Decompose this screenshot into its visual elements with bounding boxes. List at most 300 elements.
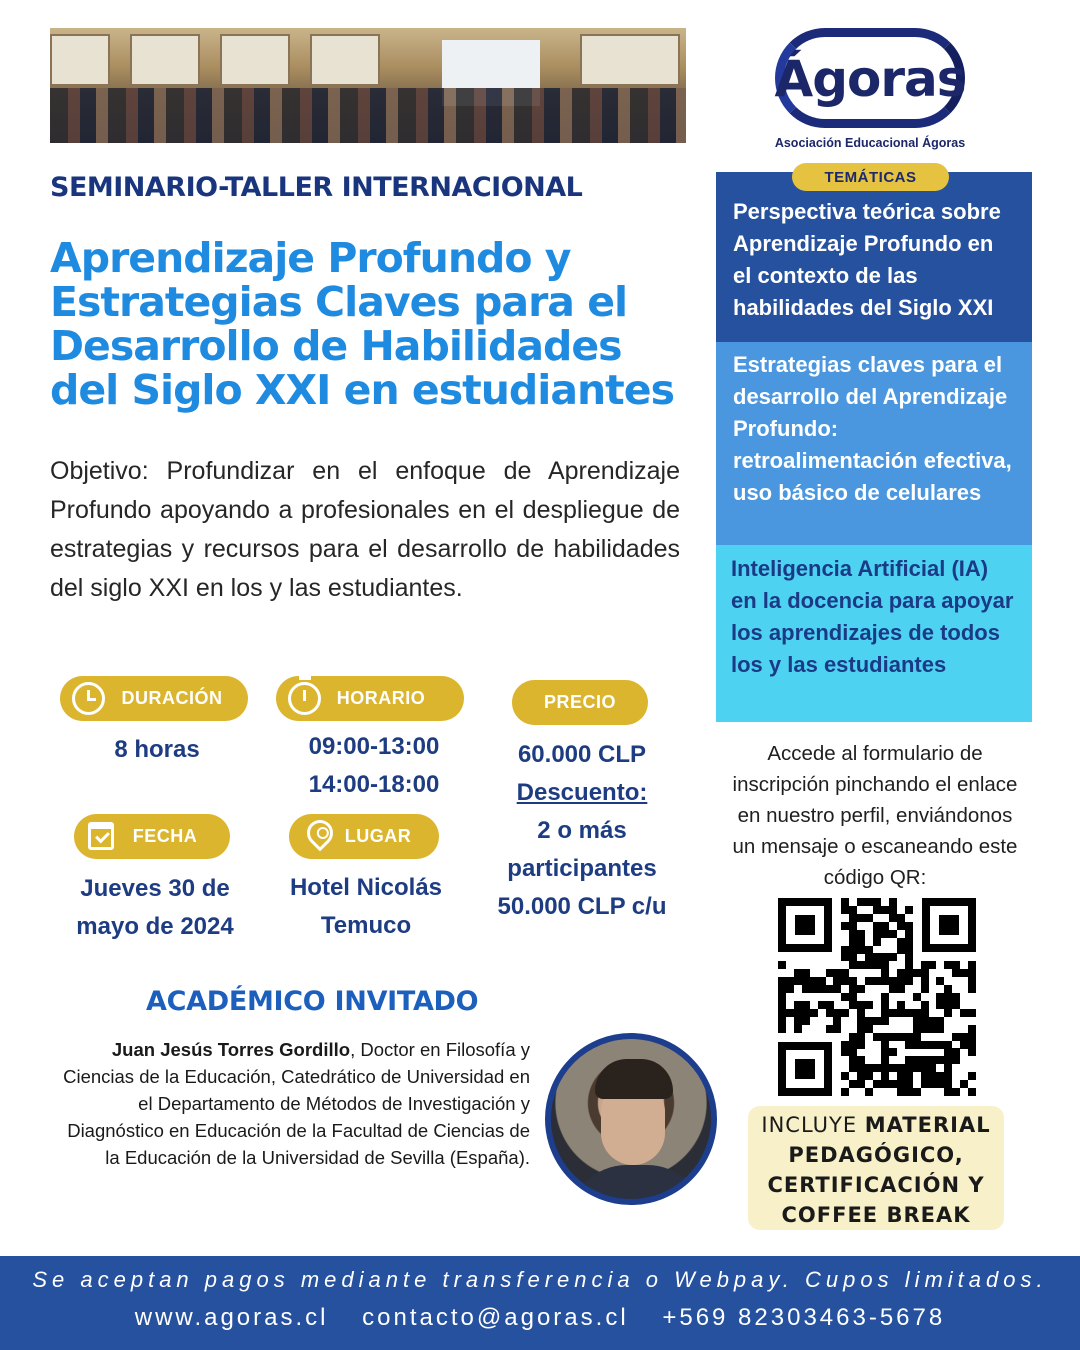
qr-module [794, 1025, 802, 1033]
qr-module [857, 1033, 865, 1041]
qr-module [936, 1001, 944, 1009]
guest-bio [50, 1036, 530, 1171]
qr-module [865, 1017, 873, 1025]
qr-module [881, 1033, 889, 1041]
qr-module [944, 1001, 952, 1009]
qr-module [849, 1041, 857, 1049]
venue-value [266, 869, 466, 945]
qr-module [928, 1056, 936, 1064]
qr-module [944, 1064, 952, 1072]
qr-module [889, 985, 897, 993]
qr-module [897, 938, 905, 946]
qr-module [833, 977, 841, 985]
qr-module [905, 977, 913, 985]
qr-module [818, 985, 826, 993]
qr-module [905, 1009, 913, 1017]
schedule-morning: 09:00-13:00 [308, 733, 440, 760]
qr-module [826, 1025, 834, 1033]
qr-module [960, 1041, 968, 1049]
qr-module [889, 914, 897, 922]
topic-item: Estrategias claves para el desarrollo del Aprendizaje Profundo: retroalimentación efectiva, uso básico de celulares [716, 342, 1032, 545]
qr-module [794, 1017, 802, 1025]
qr-module [952, 1033, 960, 1041]
qr-module [968, 1025, 976, 1033]
qr-module [810, 977, 818, 985]
location-pin-icon [302, 815, 339, 852]
event-title [50, 236, 700, 412]
qr-module [873, 906, 881, 914]
qr-module [905, 1064, 913, 1072]
payment-note: Se aceptan pagos mediante transferencia o Webpay. Cupos limitados. [32, 1267, 1048, 1292]
qr-module [841, 1088, 849, 1096]
qr-module [881, 1048, 889, 1056]
price-discounted: 50.000 CLP c/u [497, 893, 667, 920]
qr-module [786, 985, 794, 993]
qr-module [849, 1033, 857, 1041]
qr-module [889, 906, 897, 914]
qr-module [833, 1017, 841, 1025]
schedule-pill [276, 676, 464, 721]
qr-module [936, 993, 944, 1001]
duration-label: DURACIÓN [121, 688, 223, 708]
agoras-logo [765, 20, 975, 160]
qr-module [873, 1080, 881, 1088]
qr-module [841, 993, 849, 1001]
qr-module [921, 969, 929, 977]
qr-module [826, 1009, 834, 1017]
qr-module [913, 1088, 921, 1096]
duration-value: 8 horas [114, 736, 200, 763]
qr-module [952, 1048, 960, 1056]
qr-module [841, 906, 849, 914]
qr-module [881, 1072, 889, 1080]
schedule-label: HORARIO [336, 688, 426, 708]
qr-module [968, 1033, 976, 1041]
qr-module [921, 1064, 929, 1072]
qr-module [921, 1017, 929, 1025]
qr-module [857, 1041, 865, 1049]
qr-module [944, 1080, 952, 1088]
qr-module [794, 969, 802, 977]
qr-module [873, 930, 881, 938]
qr-module [857, 1064, 865, 1072]
qr-module [905, 1080, 913, 1088]
date-pill [74, 814, 230, 859]
qr-module [944, 985, 952, 993]
qr-module [881, 953, 889, 961]
date-line: Jueves 30 de [80, 875, 230, 902]
includes-items: MATERIAL PEDAGÓGICO, CERTIFICACIÓN Y COFFEE BREAK [767, 1113, 991, 1227]
seminar-photo [50, 28, 686, 143]
qr-module [905, 969, 913, 977]
qr-module [849, 993, 857, 1001]
qr-module [857, 1025, 865, 1033]
qr-module [897, 1001, 905, 1009]
qr-module [944, 1041, 952, 1049]
venue-label: LUGAR [344, 826, 412, 846]
includes-box [748, 1106, 1004, 1230]
title-line: Aprendizaje Profundo y [50, 234, 571, 282]
qr-module [968, 985, 976, 993]
qr-module [905, 922, 913, 930]
qr-module [881, 969, 889, 977]
qr-module [857, 1017, 865, 1025]
qr-module [802, 1017, 810, 1025]
footer-bar [0, 1256, 1080, 1350]
title-line: Desarrollo de Habilidades [50, 322, 622, 370]
objective-text: Objetivo: Profundizar en el enfoque de Aprendizaje Profundo apoyando a profesionales en el despliegue de estrategias y recursos para el desarrollo de habilidades del siglo XXI en los y las estudiantes. [50, 457, 680, 602]
qr-module [849, 922, 857, 930]
qr-module [905, 1033, 913, 1041]
qr-module [936, 1025, 944, 1033]
qr-module [865, 961, 873, 969]
qr-module [857, 1072, 865, 1080]
contact-line [0, 1304, 1080, 1332]
qr-module [968, 969, 976, 977]
qr-module [897, 922, 905, 930]
schedule-afternoon: 14:00-18:00 [308, 771, 440, 798]
qr-module [968, 1072, 976, 1080]
price-label: PRECIO [543, 692, 616, 712]
qr-module [857, 914, 865, 922]
qr-module [881, 1009, 889, 1017]
qr-module [897, 1088, 905, 1096]
qr-module [889, 898, 897, 906]
qr-module [802, 985, 810, 993]
qr-module [857, 961, 865, 969]
qr-module [778, 1017, 786, 1025]
qr-module [841, 1041, 849, 1049]
qr-module [928, 1017, 936, 1025]
guest-name: Juan Jesús Torres Gordillo [111, 1039, 351, 1060]
duration-pill [60, 676, 248, 721]
qr-module [873, 1033, 881, 1041]
qr-module [802, 969, 810, 977]
qr-module [913, 1056, 921, 1064]
qr-module [849, 985, 857, 993]
qr-module [857, 1001, 865, 1009]
qr-module [841, 1009, 849, 1017]
qr-module [841, 922, 849, 930]
qr-module [897, 977, 905, 985]
qr-module [897, 985, 905, 993]
qr-module [810, 985, 818, 993]
qr-module [818, 1001, 826, 1009]
qr-module [849, 906, 857, 914]
qr-module [897, 1072, 905, 1080]
qr-module [889, 930, 897, 938]
stopwatch-icon [288, 682, 321, 715]
qr-module [905, 953, 913, 961]
qr-module [865, 1064, 873, 1072]
qr-module [889, 977, 897, 985]
topic-item: Perspectiva teórica sobre Aprendizaje Profundo en el contexto de las habilidades del Siglo XXI [716, 172, 1032, 342]
qr-module [881, 1064, 889, 1072]
qr-module [778, 977, 786, 985]
qr-module [841, 977, 849, 985]
qr-module [936, 1072, 944, 1080]
venue-pill [289, 814, 439, 859]
qr-module [936, 1056, 944, 1064]
website-link[interactable]: www.agoras.cl [134, 1304, 329, 1331]
qr-module [936, 977, 944, 985]
qr-module [794, 1001, 802, 1009]
qr-module [849, 1056, 857, 1064]
qr-module [849, 914, 857, 922]
qr-module [857, 1056, 865, 1064]
qr-module [952, 1088, 960, 1096]
date-label: FECHA [132, 826, 198, 846]
qr-module [849, 938, 857, 946]
qr-module [865, 1072, 873, 1080]
schedule-value [276, 728, 472, 804]
date-value [52, 870, 258, 946]
qr-module [897, 1033, 905, 1041]
qr-module [905, 938, 913, 946]
qr-module [857, 898, 865, 906]
qr-module [968, 977, 976, 985]
qr-module [802, 1001, 810, 1009]
qr-module [928, 961, 936, 969]
price-discount-condition: participantes [507, 855, 657, 882]
qr-module [786, 1009, 794, 1017]
qr-module [802, 977, 810, 985]
price-value [478, 736, 686, 926]
logo-subtitle: Asociación Educacional Ágoras [774, 136, 966, 150]
topic-item: Inteligencia Artificial (IA) en la docencia para apoyar los aprendizajes de todos los y las estudiantes [716, 545, 1032, 722]
qr-module [889, 1080, 897, 1088]
qr-module [921, 1080, 929, 1088]
qr-module [913, 993, 921, 1001]
qr-module [952, 1001, 960, 1009]
qr-module [921, 1009, 929, 1017]
qr-module [841, 969, 849, 977]
qr-module [913, 1025, 921, 1033]
qr-module [905, 1088, 913, 1096]
qr-module [833, 985, 841, 993]
qr-module [857, 930, 865, 938]
qr-module [841, 898, 849, 906]
price-pill [512, 680, 648, 725]
guest-heading: ACADÉMICO INVITADO [146, 986, 479, 1017]
price-regular: 60.000 CLP [517, 741, 647, 768]
logo-name: Ágoras [774, 50, 966, 108]
qr-module [865, 953, 873, 961]
qr-module [928, 1064, 936, 1072]
qr-module [794, 1009, 802, 1017]
qr-module [873, 922, 881, 930]
qr-module [897, 969, 905, 977]
qr-module [849, 930, 857, 938]
qr-module [889, 1048, 897, 1056]
qr-module [849, 1080, 857, 1088]
qr-module [873, 953, 881, 961]
qr-module [960, 1033, 968, 1041]
qr-module [921, 1041, 929, 1049]
qr-module [833, 1025, 841, 1033]
qr-module [849, 1064, 857, 1072]
qr-module [802, 1009, 810, 1017]
qr-module [905, 1072, 913, 1080]
qr-module [857, 1009, 865, 1017]
qr-module [913, 1017, 921, 1025]
qr-module [936, 1080, 944, 1088]
qr-module [897, 1009, 905, 1017]
qr-module [865, 1025, 873, 1033]
qr-module [960, 1009, 968, 1017]
qr-module [889, 953, 897, 961]
qr-module [936, 1041, 944, 1049]
qr-module [913, 1033, 921, 1041]
qr-module [897, 1064, 905, 1072]
phone-number: +569 82303463-5678 [662, 1304, 946, 1331]
venue-line: Hotel Nicolás [289, 874, 443, 901]
qr-module [857, 946, 865, 954]
qr-module [968, 1041, 976, 1049]
qr-module [921, 1025, 929, 1033]
qr-module [794, 977, 802, 985]
qr-module [928, 1025, 936, 1033]
qr-module [778, 985, 786, 993]
qr-module [865, 946, 873, 954]
qr-module [968, 1088, 976, 1096]
qr-module [913, 969, 921, 977]
event-type: SEMINARIO-TALLER INTERNACIONAL [50, 172, 583, 203]
qr-module [936, 1017, 944, 1025]
date-line: mayo de 2024 [76, 913, 234, 940]
qr-module [841, 946, 849, 954]
qr-module [897, 914, 905, 922]
qr-module [952, 993, 960, 1001]
qr-module [818, 977, 826, 985]
qr-module [873, 977, 881, 985]
qr-module [881, 1001, 889, 1009]
qr-module [873, 1017, 881, 1025]
qr-module [905, 1041, 913, 1049]
qr-module [857, 1080, 865, 1088]
qr-module [849, 953, 857, 961]
qr-module [810, 1009, 818, 1017]
guest-photo [545, 1033, 717, 1205]
qr-module [889, 1009, 897, 1017]
qr-module [944, 1048, 952, 1056]
qr-module [913, 1064, 921, 1072]
qr-module [865, 1088, 873, 1096]
qr-module [944, 993, 952, 1001]
qr-module [865, 898, 873, 906]
qr-module [841, 1072, 849, 1080]
qr-module [944, 1056, 952, 1064]
qr-module [778, 993, 786, 1001]
qr-module [873, 961, 881, 969]
clock-icon [72, 682, 105, 715]
qr-module [778, 1001, 786, 1009]
qr-module [968, 961, 976, 969]
qr-module [873, 898, 881, 906]
qr-module [857, 938, 865, 946]
qr-module [849, 961, 857, 969]
qr-module [826, 985, 834, 993]
qr-module [905, 946, 913, 954]
title-line: Estrategias Claves para el [50, 278, 628, 326]
qr-module [786, 977, 794, 985]
qr-module [944, 1009, 952, 1017]
qr-module [881, 930, 889, 938]
qr-module [841, 1048, 849, 1056]
qr-module [865, 1001, 873, 1009]
calendar-icon [88, 822, 114, 850]
qr-module [952, 969, 960, 977]
venue-line: Temuco [320, 912, 412, 939]
qr-module [778, 1009, 786, 1017]
qr-module [881, 1056, 889, 1064]
includes-prefix: INCLUYE [761, 1113, 858, 1137]
qr-module [905, 930, 913, 938]
qr-module [928, 1041, 936, 1049]
qr-module [897, 1080, 905, 1088]
qr-module [881, 922, 889, 930]
qr-module [849, 977, 857, 985]
qr-module [833, 969, 841, 977]
qr-module [921, 977, 929, 985]
qr-module [921, 961, 929, 969]
qr-module [826, 969, 834, 977]
qr-module [952, 961, 960, 969]
qr-module [905, 906, 913, 914]
qr-module [944, 961, 952, 969]
qr-module [881, 1017, 889, 1025]
title-line: del Siglo XXI en estudiantes [50, 366, 674, 414]
registration-qr-code[interactable] [778, 898, 976, 1096]
qr-module [897, 946, 905, 954]
qr-module [841, 953, 849, 961]
price-discount-condition: 2 o más [537, 817, 627, 844]
qr-module [960, 969, 968, 977]
qr-module [921, 1001, 929, 1009]
qr-module [905, 1056, 913, 1064]
qr-module [968, 1009, 976, 1017]
qr-module [881, 961, 889, 969]
qr-module [913, 1041, 921, 1049]
qr-module [952, 1056, 960, 1064]
qr-module [881, 993, 889, 1001]
qr-module [921, 1072, 929, 1080]
qr-module [826, 1001, 834, 1009]
qr-module [968, 1048, 976, 1056]
qr-module [905, 961, 913, 969]
qr-module [889, 1064, 897, 1072]
qr-module [857, 985, 865, 993]
qr-module [873, 1064, 881, 1072]
qr-module [849, 1001, 857, 1009]
qr-module [928, 1080, 936, 1088]
email-link[interactable]: contacto@agoras.cl [362, 1304, 629, 1331]
qr-module [865, 977, 873, 985]
qr-module [921, 1056, 929, 1064]
qr-module [778, 1025, 786, 1033]
qr-module [849, 946, 857, 954]
registration-instructions: Accede al formulario de inscripción pinchando el enlace en nuestro perfil, enviándonos un mensaje o escaneando este código QR: [732, 742, 1018, 889]
qr-module [865, 914, 873, 922]
qr-module [833, 1009, 841, 1017]
qr-module [881, 1041, 889, 1049]
qr-module [928, 1072, 936, 1080]
qr-module [960, 1080, 968, 1088]
qr-module [881, 1080, 889, 1088]
qr-module [778, 961, 786, 969]
qr-module [944, 1072, 952, 1080]
qr-module [873, 938, 881, 946]
